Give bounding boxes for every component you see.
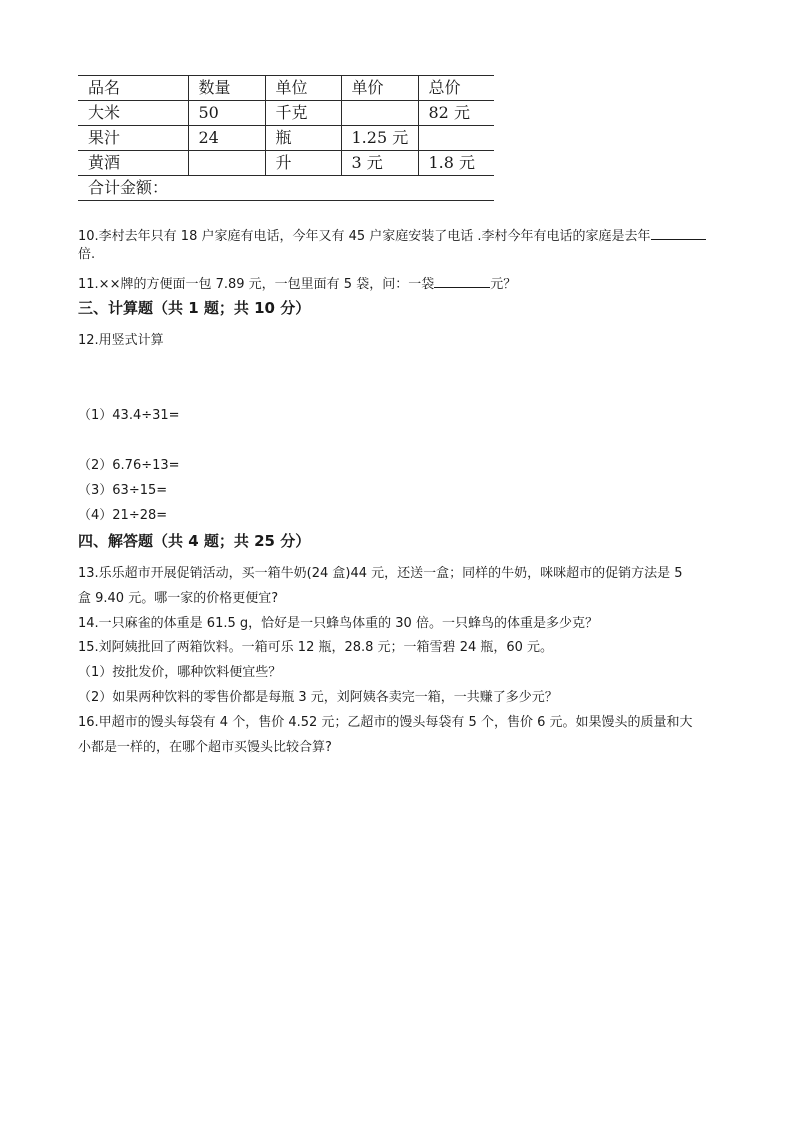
table-cell bbox=[341, 101, 418, 126]
question-12-item: （3）63÷15= bbox=[78, 483, 168, 498]
section-3-title: 三、计算题（共 1 题；共 10 分） bbox=[78, 299, 311, 317]
question-10-suffix: 倍. bbox=[78, 247, 96, 262]
table-header-cell: 品名 bbox=[78, 76, 188, 101]
question-16-line-1: 16.甲超市的馒头每袋有 4 个，售价 4.52 元；乙超市的馒头每袋有 5 个，售价 6 元。如果馒头的质量和大 bbox=[78, 715, 693, 730]
table-header-cell: 数量 bbox=[188, 76, 265, 101]
question-11-suffix: 元？ bbox=[490, 277, 517, 292]
question-10-text: 10.李村去年只有 18 户家庭有电话，今年又有 45 户家庭安装了电话 .李村今年有电话的家庭是去年 bbox=[78, 229, 651, 244]
table-row bbox=[78, 101, 494, 126]
answer-blank[interactable] bbox=[434, 274, 490, 288]
question-11-text: 11.××牌的方便面一包 7.89 元，一包里面有 5 袋，问：一袋 bbox=[78, 277, 435, 292]
question-12-title: 12.用竖式计算 bbox=[78, 333, 164, 348]
question-12-item: （4）21÷28= bbox=[78, 508, 168, 523]
question-13-line-2: 盒 9.40 元。哪一家的价格更便宜? bbox=[78, 591, 279, 606]
table-header-cell: 总价 bbox=[418, 76, 494, 101]
answer-blank[interactable] bbox=[651, 226, 706, 240]
table-total-row bbox=[78, 176, 494, 201]
table-cell: 大米 bbox=[78, 101, 188, 126]
table-row bbox=[78, 151, 494, 176]
table-header-cell: 单位 bbox=[265, 76, 341, 101]
table-row bbox=[78, 126, 494, 151]
table-cell: 千克 bbox=[265, 101, 341, 126]
question-15: 15.刘阿姨批回了两箱饮料。一箱可乐 12 瓶，28.8 元；一箱雪碧 24 瓶，60 元。 bbox=[78, 640, 554, 655]
table-total-label: 合计金额： bbox=[78, 176, 494, 201]
question-10 bbox=[78, 226, 706, 246]
question-11 bbox=[78, 274, 516, 294]
question-12-item: （2）6.76÷13= bbox=[78, 458, 180, 473]
question-13-line-1: 13.乐乐超市开展促销活动，买一箱牛奶(24 盒)44 元，还送一盒；同样的牛奶，咪咪超市的促销方法是 5 bbox=[78, 566, 683, 581]
table-cell: 24 bbox=[188, 126, 265, 151]
table-cell bbox=[418, 126, 494, 151]
table-header-row bbox=[78, 76, 494, 101]
table-cell: 果汁 bbox=[78, 126, 188, 151]
table-cell: 50 bbox=[188, 101, 265, 126]
question-15-sub-2: （2）如果两种饮料的零售价都是每瓶 3 元，刘阿姨各卖完一箱，一共赚了多少元？ bbox=[78, 690, 558, 705]
table-cell: 瓶 bbox=[265, 126, 341, 151]
question-16-line-2: 小都是一样的，在哪个超市买馒头比较合算? bbox=[78, 740, 332, 755]
question-14: 14.一只麻雀的体重是 61.5 g，恰好是一只蜂鸟体重的 30 倍。一只蜂鸟的体重是多少克？ bbox=[78, 616, 598, 631]
table-cell: 3 元 bbox=[341, 151, 418, 176]
table-cell bbox=[188, 151, 265, 176]
price-table bbox=[78, 75, 494, 201]
question-12-item: （1）43.4÷31= bbox=[78, 408, 180, 423]
table-cell: 1.25 元 bbox=[341, 126, 418, 151]
question-15-sub-1: （1）按批发价，哪种饮料便宜些？ bbox=[78, 665, 282, 680]
table-cell: 82 元 bbox=[418, 101, 494, 126]
table-cell: 1.8 元 bbox=[418, 151, 494, 176]
table-cell: 黄酒 bbox=[78, 151, 188, 176]
section-4-title: 四、解答题（共 4 题；共 25 分） bbox=[78, 532, 311, 550]
table-header-cell: 单价 bbox=[341, 76, 418, 101]
table-cell: 升 bbox=[265, 151, 341, 176]
